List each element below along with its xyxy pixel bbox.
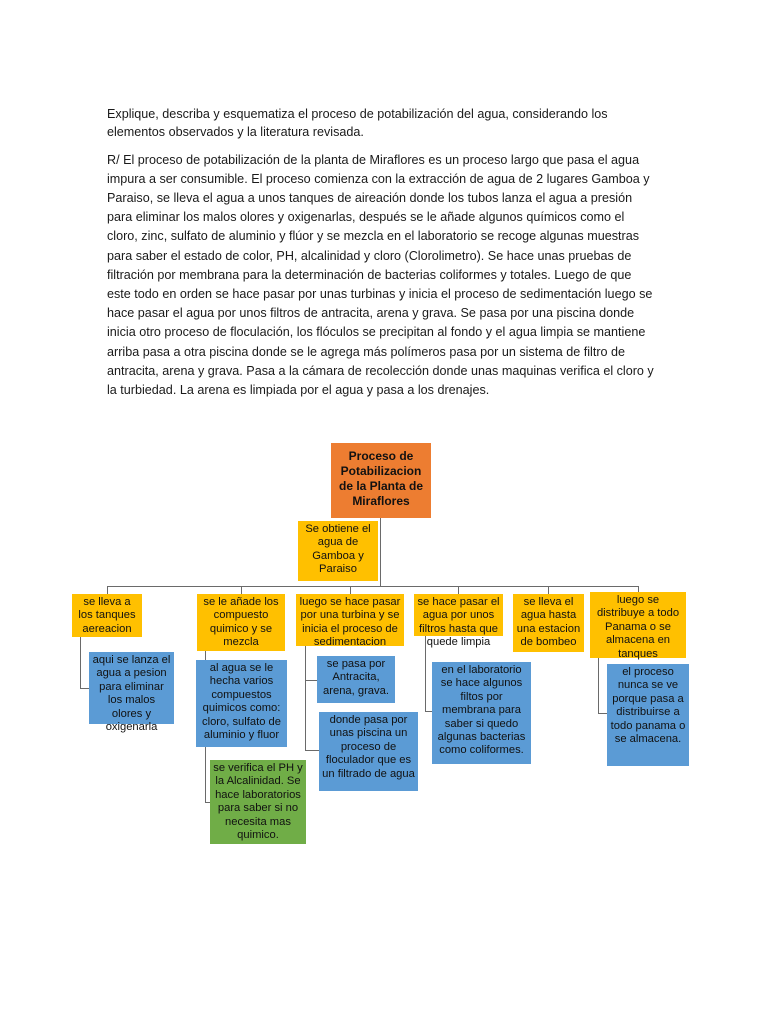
connector-lab-detail-h: [425, 711, 432, 712]
step-sedimentation-box: luego se hace pasar por una turbina y se inicia el proceso de sedimentacion: [296, 594, 404, 646]
connector-distribution-detail-v: [598, 658, 599, 714]
connector-step-1: [107, 586, 108, 594]
connector-lab-detail-v: [425, 636, 426, 712]
flocculator-box: donde pasa por unas piscina un proceso de floculador que es un filtrado de agua: [319, 712, 418, 791]
step-chemicals-box: se le añade los compuesto quimico y se mezcla: [197, 594, 285, 651]
water-source-box: Se obtiene el agua de Gamboa y Paraiso: [298, 521, 378, 581]
distribution-note-box: el proceso nunca se ve porque pasa a distribuirse a todo panama o se almacena.: [607, 664, 689, 766]
lab-membrane-box: en el laboratorio se hace algunos filtos por membrana para saber si quedo algunas bacterias como coliformes.: [432, 662, 531, 764]
connector-distribution-detail-h: [598, 713, 607, 714]
assignment-question: Explique, describa y esquematiza el proceso de potabilización del agua, considerando los elementos observados y la literatura revisada.: [107, 106, 608, 140]
step-distribution-box: luego se distribuye a todo Panama o se almacena en tanques: [590, 592, 686, 658]
connector-aeration-detail-v: [80, 637, 81, 689]
connector-step-4: [458, 586, 459, 594]
aeration-detail-box: aqui se lanza el agua a pesion para eliminar los malos olores y oxigenarla: [89, 652, 174, 724]
connector-step-2: [241, 586, 242, 594]
connector-step-3: [350, 586, 351, 594]
connector-horizontal-bus: [107, 586, 639, 587]
connector-aeration-detail-h: [80, 688, 89, 689]
connector-root-trunk: [380, 517, 381, 587]
step-pumping-box: se lleva el agua hasta una estacion de bombeo: [513, 594, 584, 652]
chemicals-detail-box: al agua se le hecha varios compuestos quimicos como: cloro, sulfato de aluminio y fluor: [196, 660, 287, 747]
connector-step-5: [548, 586, 549, 594]
connector-filter-media-h: [305, 680, 317, 681]
answer-paragraph: R/ El proceso de potabilización de la planta de Miraflores es un proceso largo que pasa el agua impura a ser consumible. El proceso comienza con la extracción de agua de 2 lugares Gamboa y Paraiso, se lleva el agua a unos tanques de aireación donde los tubos lanza el agua a presión para eliminar los malos olores y oxigenarlas, después se le añade algunos químicos como el cloro, zinc, sulfato de aluminio y flúor y se mezcla en el laboratorio se recoge algunas muestras para saber el estado de color, PH, alcalinidad y cloro (Clorolimetro). Se hace unas pruebas de filtración por membrana para la determinación de bacterias coliformes y totales. Luego de que este todo en orden se hace pasar por unas turbinas y inicia el proceso de sedimentación luego se hace pasar el agua por unos filtros de antracita, arena y grava. Se pasa por una piscina donde inicia otro proceso de floculación, los flóculos se precipitan al fondo y el agua limpia se mantiene arriba pasa a otra piscina donde se le agrega más polímeros pasa por un sistema de filtro de antracita, arena y grava. Pasa a la cámara de recolección donde unas maquinas verifica el cloro y la turbiedad. La arena es limpiada por el agua y pasa a los drenajes.: [107, 152, 654, 398]
step-filtration-box: se hace pasar el agua por unos filtros hasta que quede limpia: [414, 594, 503, 636]
step-aeration-box: se lleva a los tanques aereacion: [72, 594, 142, 637]
verification-box: se verifica el PH y la Alcalinidad. Se hace laboratorios para saber si no necesita mas quimico.: [210, 760, 306, 844]
connector-flocculator-h: [305, 750, 319, 751]
diagram-root-box: Proceso de Potabilizacion de la Planta de Miraflores: [331, 443, 431, 518]
filter-media-box: se pasa por Antracita, arena, grava.: [317, 656, 395, 703]
connector-sedimentation-detail-v: [305, 646, 306, 750]
